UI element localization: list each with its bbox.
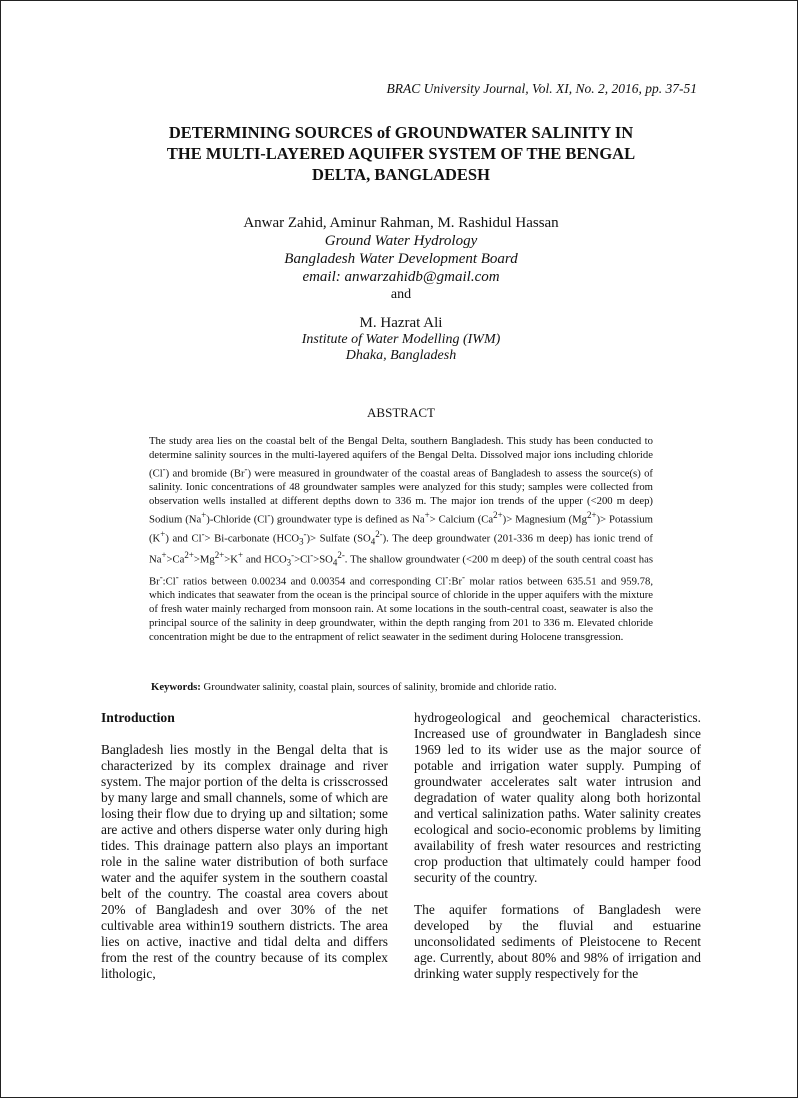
subscript: 4 — [370, 536, 376, 547]
abstract-segment: > Bi-carbonate (HCO — [204, 532, 300, 545]
superscript: 2- — [337, 550, 345, 561]
abstract-segment: ) and Cl — [165, 532, 202, 545]
subscript: 3 — [299, 536, 304, 547]
superscript: + — [238, 550, 244, 561]
subscript: 4 — [332, 557, 338, 568]
superscript: - — [267, 510, 271, 521]
superscript: + — [201, 510, 207, 521]
keywords-label: Keywords: — [151, 681, 201, 693]
body-paragraph: The aquifer formations of Bangladesh were developed by the fluvial and estuarine unconsolidated sediments of Pleistocene to Recent age. Currently, about 80% and 98% of irrigation and drinking water supply respectively for the — [414, 902, 701, 981]
abstract-segment: >K — [224, 553, 238, 566]
abstract-segment: > Calcium (Ca — [429, 513, 494, 526]
abstract-segment: :Br — [448, 575, 463, 588]
abstract-segment: >Mg — [193, 553, 215, 566]
author-block-2 — [101, 314, 701, 364]
abstract-segment: molar ratios between 635.51 and 959.78, which indicates that seawater from the ocean is the principal source of chloride in the upper aquifers with the mixture of fresh water mainly recharged from monsoon rain. At some locations in the south-central coast, seawater is also the principal source of the salinity in deep groundwater, within the depth ranging from 201 to 336 m. Elevated chloride concentration might be due to the entrapment of relict seawater in the sediment during Holocene transgression. — [149, 575, 653, 643]
abstract-segment: )> Potassium (K — [149, 513, 653, 545]
author-block-1 — [101, 214, 701, 286]
superscript: 2+ — [184, 550, 194, 561]
abstract-segment: >Ca — [166, 553, 185, 566]
superscript: 2+ — [587, 510, 597, 521]
superscript: - — [291, 550, 295, 561]
superscript: - — [175, 571, 179, 582]
superscript: - — [201, 528, 205, 539]
superscript: 2- — [375, 528, 383, 539]
abstract-segment: ) groundwater type is defined as Na — [270, 513, 425, 526]
author-email: email: anwarzahidb@gmail.com — [302, 269, 500, 285]
section-heading: Introduction — [101, 710, 175, 725]
superscript: - — [162, 463, 166, 474]
superscript: 2+ — [214, 550, 225, 561]
superscript: - — [445, 571, 449, 582]
abstract-segment: >Cl — [294, 553, 311, 566]
title-line: DETERMINING SOURCES of GROUNDWATER SALINITY IN — [168, 123, 634, 142]
superscript: + — [424, 510, 430, 521]
title-line: DELTA, BANGLADESH — [312, 165, 490, 184]
superscript: 2+ — [493, 510, 503, 521]
abstract-segment: >SO — [313, 553, 333, 566]
superscript: - — [462, 571, 465, 582]
abstract-segment: )-Chloride (Cl — [206, 513, 268, 526]
superscript: - — [244, 463, 248, 474]
body-paragraph: hydrogeological and geochemical characteristics. Increased use of groundwater in Bangladesh since 1969 led to its wider use as the major source of potable and irrigation water supply. Pumping of groundwater accelerates salt water intrusion and degradation of water quality along both horizontal and vertical salinization paths. Water salinity creates ecological and socio-economic problems by limiting availability of fresh water resources and restricting crop production that ultimately could hamper food security of the country. — [414, 710, 701, 885]
abstract-segment: ) and bromide ( — [165, 467, 234, 480]
superscript: - — [310, 550, 314, 561]
superscript: - — [159, 571, 163, 582]
paper-title — [101, 122, 701, 185]
abstract-heading: ABSTRACT — [367, 405, 435, 420]
superscript: - — [303, 528, 307, 539]
abstract-segment: ). The deep groundwater (201-336 m deep) has ionic trend of Na — [149, 532, 653, 566]
body-paragraph: Bangladesh lies mostly in the Bengal delta that is characterized by its complex drainage and river system. The major portion of the delta is crisscrossed by many large and small channels, some of which are losing their flow due to drying up and siltation; some are active and others disperse water only during high tides. This drainage pattern also plays an important role in the saline water distribution of both surface water and the aquifer system in the southern coastal belt of the country. The coastal area covers about 20% of Bangladesh and over 30% of the net cultivable area within19 southern districts. The area lies on active, inactive and tidal delta and differs from the rest of the country because of its complex lithologic, — [101, 742, 388, 981]
abstract-segment: )> Sulfate (SO — [306, 532, 371, 545]
keywords-text: Groundwater salinity, coastal plain, sources of salinity, bromide and chloride ratio. — [200, 681, 557, 693]
subscript: 3 — [286, 557, 292, 568]
body-column-left — [101, 710, 388, 982]
journal-citation: BRAC University Journal, Vol. XI, No. 2, 2016, pp. 37-51 — [386, 81, 697, 96]
author-organization: Bangladesh Water Development Board — [284, 251, 518, 267]
author-department: Ground Water Hydrology — [324, 233, 478, 249]
author-city: Dhaka, Bangladesh — [345, 348, 457, 363]
superscript: + — [160, 528, 166, 539]
keywords — [151, 681, 671, 693]
abstract-segment: )> Magnesium (Mg — [502, 513, 588, 526]
abstract-segment: and HCO — [243, 553, 287, 566]
abstract-segment: The study area lies on the coastal belt of the Bengal Delta, southern Bangladesh. This study has been conducted to determine salinity sources in the multi-layered aquifers of the Bengal Delta. Dissolved major ions including chloride ( — [149, 435, 653, 480]
body-column-right — [414, 710, 701, 982]
author-organization: Institute of Water Modelling (IWM) — [301, 332, 501, 347]
abstract-segment: . The shallow groundwater (<200 m deep) of the south central coast has Br — [149, 553, 653, 588]
abstract-segment: ) were measured in groundwater of the coastal areas of Bangladesh to assess the source(s) of salinity. Ionic concentrations of 48 groundwater samples were analyzed for this study; samples were collected from observation wells installed at different depths down to 336 m. The major ion trends of the upper (<200 m deep) Sodium (Na — [149, 467, 653, 526]
abstract-segment: :Cl — [162, 575, 176, 588]
abstract-segment: ratios between 0.00234 and 0.00354 and corresponding Cl — [178, 575, 446, 588]
title-line: THE MULTI-LAYERED AQUIFER SYSTEM OF THE BENGAL — [166, 144, 636, 163]
abstract-text: The study area lies on the coastal belt of the Bengal Delta, southern Bangladesh. This study has been conducted to determine salinity sources in the multi-layered aquifers of the Bengal Delta. Dissolved major ions including chloride (Cl-) and bromide (Br-) were measured in groundwater of the coastal areas of Bangladesh to assess the source(s) of salinity. Ionic concentrations of 48 groundwater samples were analyzed for this study; samples were collected from observation wells installed at different depths down to 336 m. The major ion trends of the upper (<200 m deep) Sodium (Na+)-Chloride (Cl-) groundwater type is defined as Na+> Calcium $(Ca^{2+})>$ Magnesium $(Mg^{2+})>$ Potassium (K+) and Cl-> Bi-carbonate $(HCO_3^-)>$ Sulfate $(SO_4^{2-})$. The deep groundwater (201-336 m deep) has ionic trend of $Na^+>Ca^{2+}>Mg^{2+}>K^+$ and $HCO_3^->Cl^->SO_4^{2-}$. The shallow groundwater (<200 m deep) of the south central coast has Br-:Cl- ratios between 0.00234 and 0.00354 and corresponding Cl-:Br- molar ratios between 635.51 and 959.78, which indicates that seawater from the ocean is the principal source of chloride in the upper aquifers with the mixture of fresh water mainly recharged from monsoon rain. At some locations in the south-central coast, seawater is also the principal source of the salinity in deep groundwater, within the depth ranging from 201 to 336 m. Elevated chloride concentration might be due to the entrapment of relict seawater in the sediment during Holocene transgression. — [149, 435, 653, 643]
author-name: M. Hazrat Ali — [359, 315, 443, 331]
and-separator: and — [390, 287, 412, 302]
author-names: Anwar Zahid, Aminur Rahman, M. Rashidul Hassan — [243, 215, 559, 231]
superscript: + — [161, 550, 167, 561]
